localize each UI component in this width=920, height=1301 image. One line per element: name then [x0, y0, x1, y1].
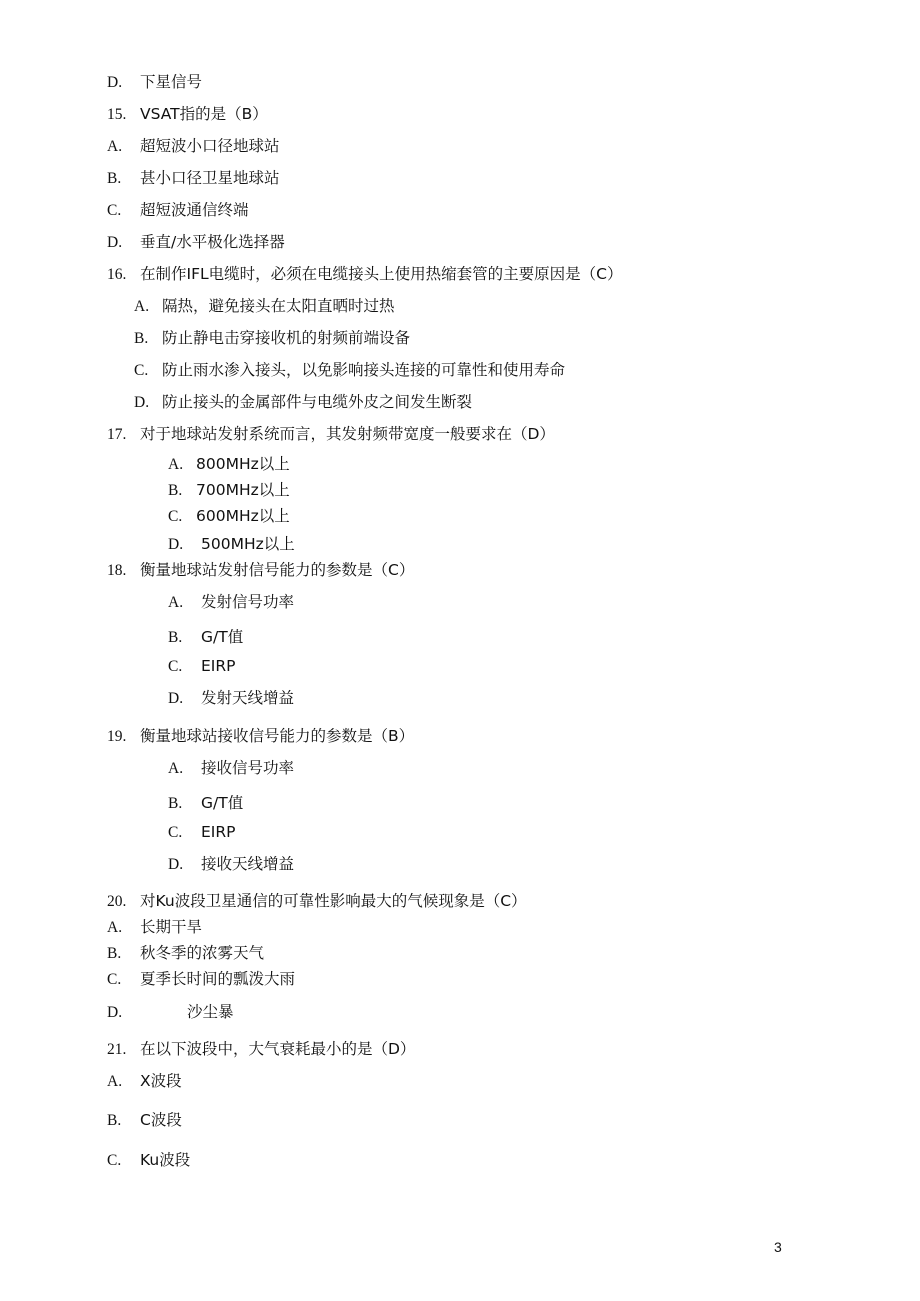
item-text: 在以下波段中，大气衰耗最小的是（D）: [140, 1040, 416, 1058]
item-text: 接收信号功率: [201, 759, 295, 777]
item-label: D.: [168, 690, 184, 707]
option-line: [107, 1110, 182, 1131]
option-line: [107, 917, 202, 938]
item-text: 衡量地球站接收信号能力的参数是（B）: [140, 727, 415, 745]
item-text: 发射信号功率: [201, 593, 295, 611]
item-label: D.: [107, 234, 123, 251]
item-label: D.: [168, 536, 184, 553]
item-text: 甚小口径卫星地球站: [140, 169, 280, 187]
item-label: D.: [168, 856, 184, 873]
option-line: [107, 200, 249, 221]
option-line: [168, 688, 294, 709]
item-text: 发射天线增益: [201, 689, 295, 707]
item-text: 防止雨水渗入接头，以免影响接头连接的可靠性和使用寿命: [162, 361, 566, 379]
option-line: [168, 592, 294, 613]
item-label: A.: [107, 1073, 123, 1090]
option-line: [168, 822, 235, 843]
item-text: 在制作IFL电缆时，必须在电缆接头上使用热缩套管的主要原因是（C）: [140, 265, 623, 283]
item-text: Ku波段: [140, 1151, 191, 1169]
option-line: [168, 793, 243, 814]
question-line: [107, 891, 527, 912]
item-text: 500MHz以上: [201, 535, 295, 553]
item-label: 17.: [107, 426, 127, 443]
item-label: C.: [168, 824, 183, 841]
question-line: [107, 424, 555, 445]
item-label: 21.: [107, 1041, 127, 1058]
item-label: B.: [168, 629, 183, 646]
item-text: 秋冬季的浓雾天气: [140, 944, 265, 962]
item-text: 超短波小口径地球站: [140, 137, 280, 155]
item-label: 16.: [107, 266, 127, 283]
question-line: [107, 726, 414, 747]
item-text: 对Ku波段卫星通信的可靠性影响最大的气候现象是（C）: [140, 892, 527, 910]
question-line: [107, 560, 414, 581]
option-line: [107, 168, 280, 189]
item-label: A.: [107, 138, 123, 155]
item-text: VSAT指的是（B）: [140, 105, 268, 123]
item-label: B.: [168, 795, 183, 812]
item-text: G/T值: [201, 794, 244, 812]
item-text: 防止静电击穿接收机的射频前端设备: [162, 329, 411, 347]
option-line: [107, 72, 202, 93]
item-label: B.: [107, 1112, 122, 1129]
item-text: 800MHz以上: [196, 455, 290, 473]
item-label: C.: [168, 508, 183, 525]
page-number: 3: [774, 1239, 782, 1255]
item-text: 接收天线增益: [201, 855, 295, 873]
item-text: X波段: [140, 1072, 182, 1090]
item-text: 防止接头的金属部件与电缆外皮之间发生断裂: [162, 393, 473, 411]
question-line: [107, 1039, 415, 1060]
item-text: 700MHz以上: [196, 481, 290, 499]
item-label: B.: [168, 482, 183, 499]
item-text: EIRP: [201, 823, 236, 841]
item-text: 夏季长时间的瓢泼大雨: [140, 970, 296, 988]
question-line: [107, 104, 268, 125]
item-label: B.: [107, 170, 122, 187]
item-label: A.: [134, 298, 150, 315]
item-label: D.: [107, 74, 123, 91]
option-line: [107, 1071, 182, 1092]
item-text: 沙尘暴: [187, 1003, 234, 1021]
question-line: [107, 264, 622, 285]
item-label: A.: [168, 456, 184, 473]
item-text: 衡量地球站发射信号能力的参数是（C）: [140, 561, 415, 579]
option-line: [134, 392, 472, 413]
option-line: [107, 1002, 234, 1023]
item-label: C.: [107, 202, 122, 219]
item-label: D.: [107, 1004, 123, 1021]
option-line: [168, 627, 243, 648]
item-text: 垂直/水平极化选择器: [140, 233, 285, 251]
item-label: B.: [107, 945, 122, 962]
option-line: [134, 328, 410, 349]
item-label: 18.: [107, 562, 127, 579]
item-label: A.: [168, 760, 184, 777]
item-label: C.: [134, 362, 149, 379]
item-label: C.: [107, 1152, 122, 1169]
item-text: 对于地球站发射系统而言，其发射频带宽度一般要求在（D）: [140, 425, 555, 443]
item-text: 隔热，避免接头在太阳直晒时过热: [162, 297, 395, 315]
option-line: [134, 360, 565, 381]
item-text: 超短波通信终端: [140, 201, 249, 219]
item-label: C.: [168, 658, 183, 675]
item-text: C波段: [140, 1111, 182, 1129]
item-label: C.: [107, 971, 122, 988]
item-text: 下星信号: [140, 73, 203, 91]
item-label: 20.: [107, 893, 127, 910]
option-line: [134, 296, 395, 317]
item-text: 长期干旱: [140, 918, 203, 936]
option-line: [168, 854, 294, 875]
option-line: [168, 758, 294, 779]
item-label: D.: [134, 394, 150, 411]
item-label: A.: [168, 594, 184, 611]
option-line: [168, 480, 290, 501]
option-line: [168, 534, 295, 555]
item-label: A.: [107, 919, 123, 936]
item-label: 19.: [107, 728, 127, 745]
item-text: 600MHz以上: [196, 507, 290, 525]
option-line: [107, 969, 295, 990]
option-line: [168, 506, 290, 527]
option-line: [107, 1150, 190, 1171]
option-line: [107, 136, 280, 157]
item-label: 15.: [107, 106, 127, 123]
item-text: G/T值: [201, 628, 244, 646]
option-line: [168, 454, 290, 475]
option-line: [168, 656, 235, 677]
item-text: EIRP: [201, 657, 236, 675]
option-line: [107, 232, 285, 253]
option-line: [107, 943, 264, 964]
item-label: B.: [134, 330, 149, 347]
